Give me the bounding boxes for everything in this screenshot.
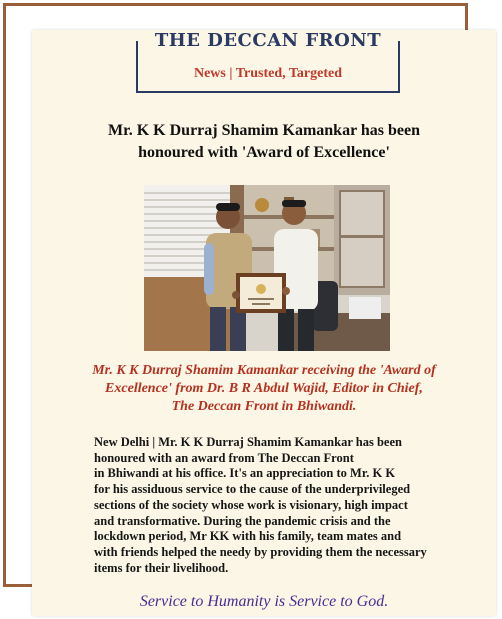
body-line: lockdown period, Mr KK with his family, team mates and — [94, 529, 402, 544]
body-line: sections of the society whose work is visionary, high impact — [94, 497, 408, 512]
masthead-title: THE DECCAN FRONT — [150, 30, 386, 51]
masthead — [136, 30, 400, 93]
body-line: items for their livelihood. — [94, 560, 229, 575]
footer-slogan: Service to Humanity is Service to God. — [139, 593, 389, 610]
award-photo-illustration — [144, 185, 390, 351]
caption-line: Mr. K K Durraj Shamim Kamankar receiving the 'Award of — [92, 363, 436, 378]
body-line: and transformative. During the pandemic crisis and the — [94, 513, 391, 528]
body-line: with friends helped the needy by providing them the necessary — [94, 544, 427, 559]
headline-line: Mr. K K Durraj Shamim Kamankar has been — [107, 122, 420, 139]
photo-caption — [52, 362, 476, 416]
news-card — [32, 30, 496, 616]
body-line: New Delhi | Mr. K K Durraj Shamim Kamankar has been — [94, 435, 402, 449]
article-body — [94, 435, 482, 576]
award-photo — [144, 185, 390, 351]
body-line: for his assiduous service to the cause of the underprivileged — [94, 482, 411, 497]
masthead-tagline: News | Trusted, Targeted — [193, 66, 342, 81]
caption-line: The Deccan Front in Bhiwandi. — [171, 399, 357, 414]
caption-line: Excellence' from Dr. B R Abdul Wajid, Editor in Chief, — [105, 381, 423, 396]
headline-line: honoured with 'Award of Excellence' — [138, 144, 390, 161]
body-line: honoured with an award from The Deccan Front — [94, 450, 354, 465]
body-line: in Bhiwandi at his office. It's an appreciation to Mr. K K — [94, 466, 396, 481]
headline — [52, 120, 476, 164]
